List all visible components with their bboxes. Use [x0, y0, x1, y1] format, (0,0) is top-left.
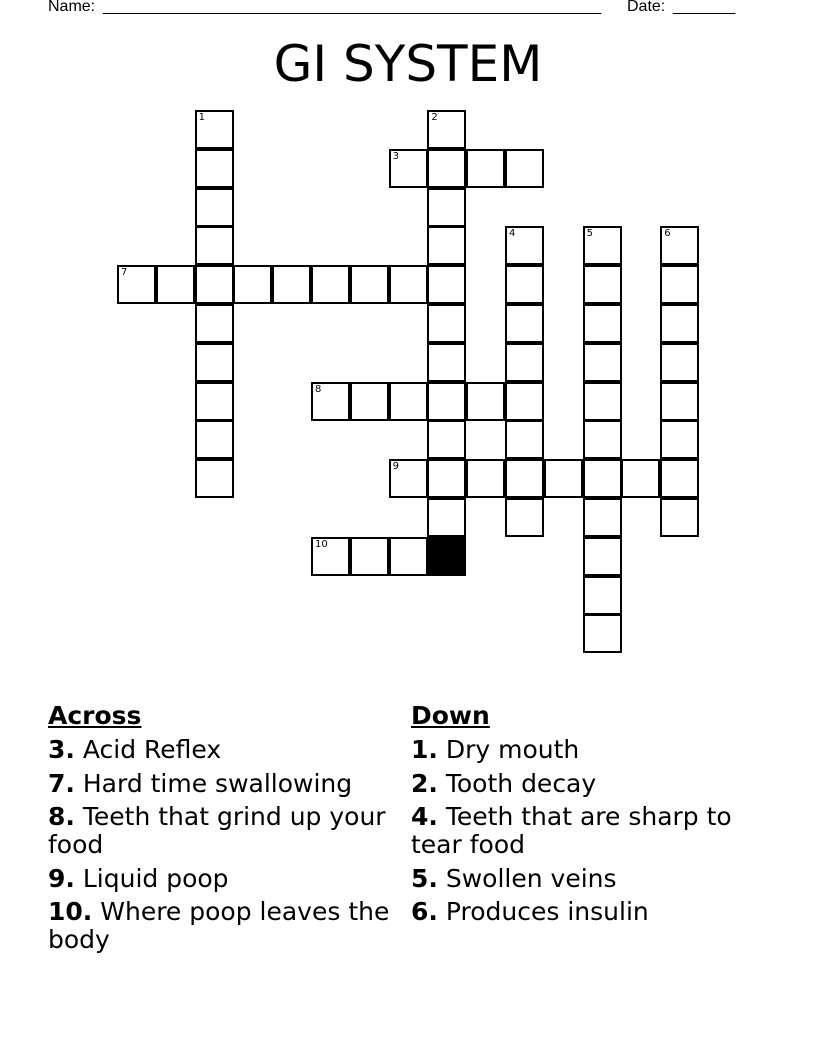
- clue-across-7: [48, 770, 398, 798]
- clue-text: Dry mouth: [445, 735, 580, 764]
- date-label: Date:: [627, 0, 666, 15]
- clue-number: 3.: [48, 735, 75, 764]
- answer-square[interactable]: [272, 265, 311, 304]
- clue-number: 8.: [48, 802, 75, 831]
- clue-number-label: 2: [431, 112, 438, 123]
- answer-square[interactable]: [583, 304, 622, 343]
- answer-square[interactable]: [427, 149, 466, 188]
- answer-square[interactable]: [505, 382, 544, 421]
- clue-number: 6.: [411, 897, 438, 926]
- clue-text: Tooth decay: [445, 768, 597, 798]
- clue-number-label: 8: [315, 383, 322, 395]
- answer-square[interactable]: [427, 188, 466, 227]
- clue-number: 5.: [411, 863, 438, 893]
- answer-square[interactable]: [505, 304, 544, 343]
- answer-square[interactable]: [466, 149, 505, 188]
- answer-square[interactable]: [466, 382, 505, 421]
- answer-square[interactable]: [427, 110, 466, 149]
- answer-square[interactable]: [195, 459, 234, 498]
- answer-square[interactable]: [427, 226, 466, 265]
- clue-number-label: 5: [586, 228, 593, 240]
- clue-down-1: [411, 736, 741, 764]
- answer-square[interactable]: [583, 498, 622, 537]
- clue-number-label: 6: [664, 228, 671, 240]
- down-heading: Down: [411, 701, 490, 730]
- answer-square[interactable]: [583, 537, 622, 576]
- answer-square[interactable]: [117, 265, 156, 304]
- answer-square[interactable]: [389, 537, 428, 576]
- clue-down-6: [411, 898, 741, 926]
- answer-square[interactable]: [660, 382, 699, 421]
- clue-text: Swollen veins: [445, 863, 617, 893]
- answer-square[interactable]: [156, 265, 195, 304]
- clue-down-5: [411, 865, 741, 893]
- clue-number-label: 4: [509, 228, 516, 240]
- answer-square[interactable]: [505, 459, 544, 498]
- answer-square[interactable]: [583, 343, 622, 382]
- clue-text: Teeth that are sharp to tear food: [411, 802, 732, 859]
- answer-square[interactable]: [427, 304, 466, 343]
- date-field[interactable]: _______: [673, 0, 736, 15]
- answer-square[interactable]: [583, 265, 622, 304]
- answer-square[interactable]: [505, 226, 544, 265]
- answer-square[interactable]: [195, 382, 234, 421]
- answer-square[interactable]: [350, 382, 389, 421]
- answer-square[interactable]: [583, 226, 622, 265]
- clue-number: 10.: [48, 897, 93, 926]
- answer-square[interactable]: [195, 226, 234, 265]
- clue-text: Teeth that grind up your food: [48, 802, 386, 859]
- answer-square[interactable]: [389, 459, 428, 498]
- clue-text: Produces insulin: [445, 897, 649, 926]
- answer-square[interactable]: [466, 459, 505, 498]
- answer-square[interactable]: [427, 265, 466, 304]
- clue-number: 7.: [48, 768, 75, 798]
- answer-square[interactable]: [311, 265, 350, 304]
- clue-across-9: [48, 865, 398, 893]
- answer-square[interactable]: [389, 149, 428, 188]
- clue-down-2: [411, 770, 741, 798]
- answer-square[interactable]: [427, 343, 466, 382]
- answer-square[interactable]: [311, 537, 350, 576]
- answer-square[interactable]: [233, 265, 272, 304]
- name-field[interactable]: ________________________________________________________: [103, 0, 602, 15]
- answer-square[interactable]: [311, 382, 350, 421]
- across-clues: [48, 702, 398, 960]
- answer-square[interactable]: [427, 459, 466, 498]
- answer-square[interactable]: [660, 343, 699, 382]
- answer-square[interactable]: [583, 576, 622, 615]
- answer-square[interactable]: [583, 420, 622, 459]
- clue-number: 9.: [48, 863, 75, 893]
- answer-square[interactable]: [350, 265, 389, 304]
- answer-square[interactable]: [660, 498, 699, 537]
- clue-across-8: [48, 803, 398, 859]
- answer-square[interactable]: [660, 420, 699, 459]
- answer-square[interactable]: [505, 265, 544, 304]
- clue-text: Where poop leaves the body: [48, 897, 390, 954]
- clue-across-10: [48, 898, 398, 954]
- answer-square[interactable]: [195, 420, 234, 459]
- clue-number-label: 9: [392, 461, 399, 473]
- down-clues: [411, 702, 741, 932]
- name-label: Name:: [48, 0, 96, 15]
- answer-square[interactable]: [583, 382, 622, 421]
- clue-number-label: 1: [198, 112, 205, 123]
- answer-square[interactable]: [195, 110, 234, 149]
- clue-text: Liquid poop: [82, 863, 229, 893]
- clue-number-label: 7: [121, 267, 128, 279]
- answer-square[interactable]: [660, 226, 699, 265]
- page-title: GI SYSTEM: [273, 35, 543, 93]
- across-heading: Across: [48, 701, 142, 730]
- clue-text: Acid Reflex: [82, 735, 222, 764]
- answer-square[interactable]: [427, 382, 466, 421]
- clue-down-4: [411, 803, 741, 859]
- clue-across-3: [48, 736, 398, 764]
- answer-square[interactable]: [505, 343, 544, 382]
- clue-number: 1.: [411, 735, 438, 764]
- answer-square[interactable]: [427, 420, 466, 459]
- answer-square[interactable]: [427, 498, 466, 537]
- clue-number: 4.: [411, 802, 438, 831]
- answer-square[interactable]: [195, 265, 234, 304]
- clue-number-label: 10: [315, 538, 328, 550]
- answer-square[interactable]: [544, 459, 583, 498]
- clue-number: 2.: [411, 768, 438, 798]
- answer-square[interactable]: [583, 459, 622, 498]
- answer-square[interactable]: [505, 498, 544, 537]
- answer-square[interactable]: [660, 304, 699, 343]
- answer-square[interactable]: [621, 459, 660, 498]
- answer-square[interactable]: [389, 265, 428, 304]
- answer-square[interactable]: [583, 614, 622, 653]
- black-square: [427, 537, 466, 576]
- answer-square[interactable]: [195, 304, 234, 343]
- answer-square[interactable]: [195, 188, 234, 227]
- answer-square[interactable]: [660, 459, 699, 498]
- answer-square[interactable]: [660, 265, 699, 304]
- clue-number-label: 3: [392, 150, 399, 162]
- answer-square[interactable]: [389, 382, 428, 421]
- answer-square[interactable]: [195, 343, 234, 382]
- answer-square[interactable]: [505, 149, 544, 188]
- clue-text: Hard time swallowing: [82, 768, 353, 798]
- answer-square[interactable]: [505, 420, 544, 459]
- answer-square[interactable]: [195, 149, 234, 188]
- answer-square[interactable]: [350, 537, 389, 576]
